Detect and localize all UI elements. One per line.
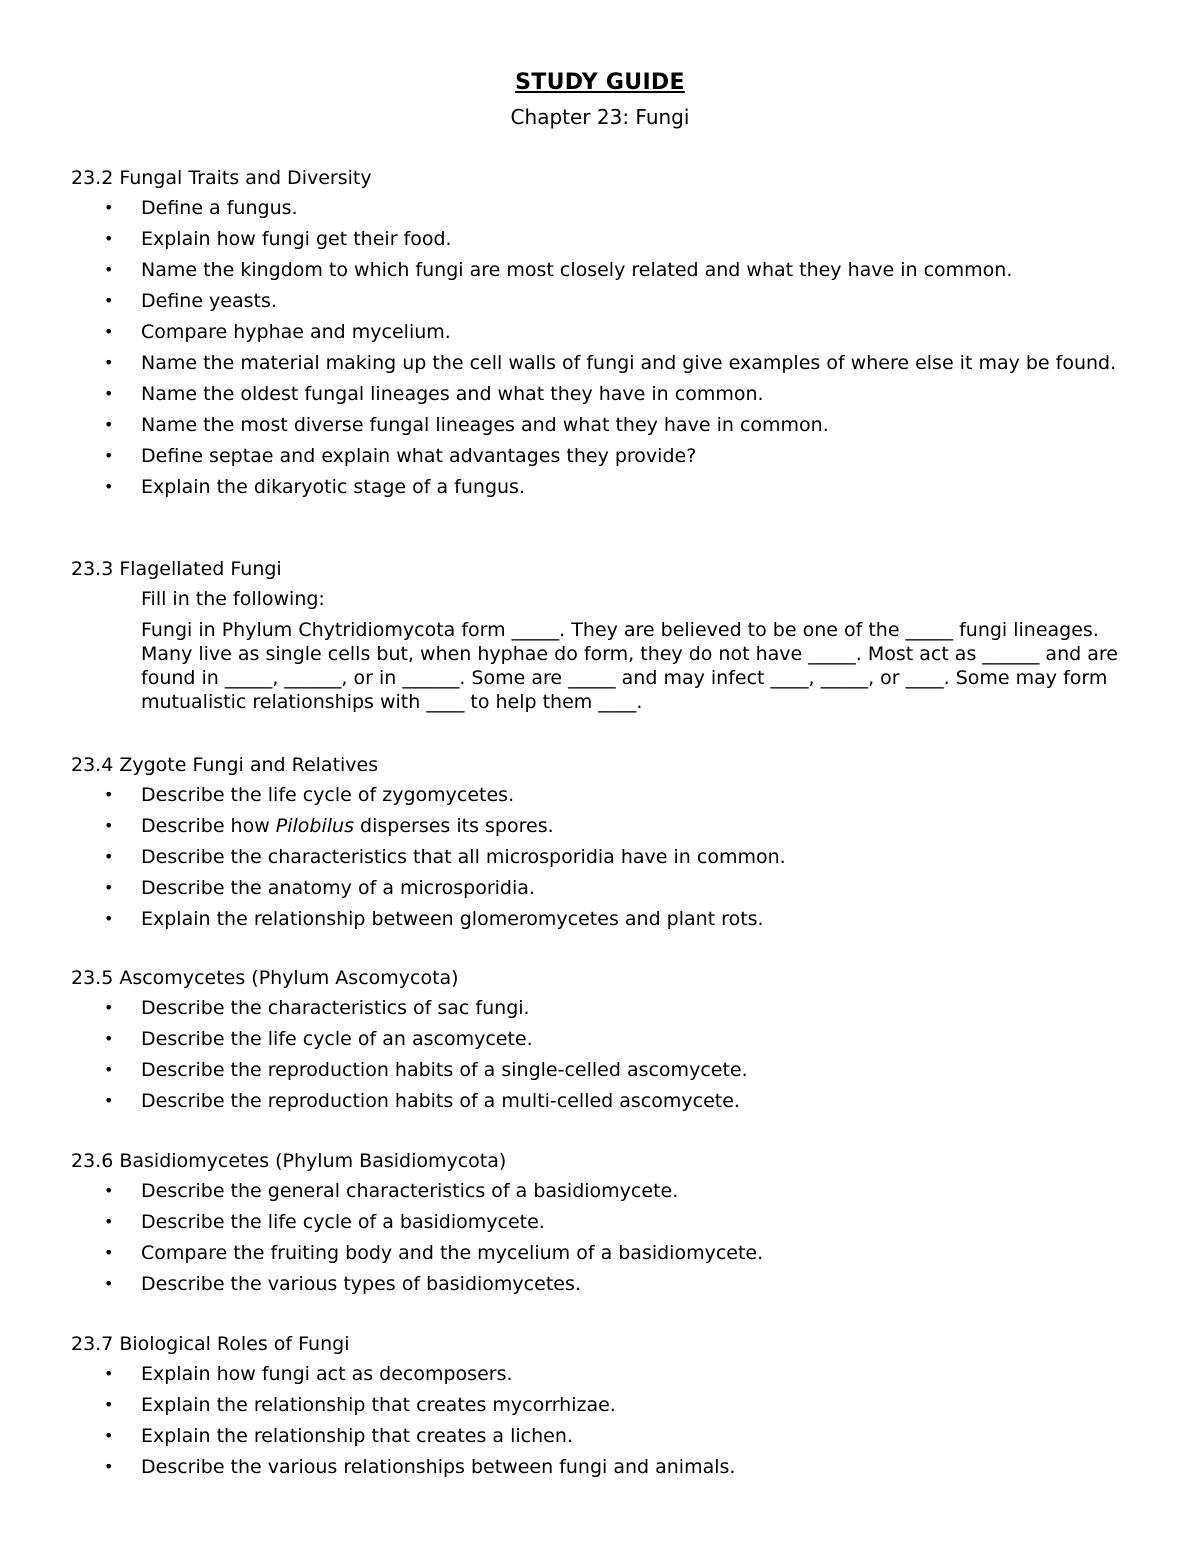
list-item: • Name the material making up the cell walls of fungi and give examples of where else it may be found.: [104, 352, 1117, 374]
list-item: • Explain how fungi get their food.: [104, 228, 452, 250]
section-flagellated-fungi: [71, 556, 1151, 714]
section-heading: 23.2 Fungal Traits and Diversity: [71, 167, 372, 189]
section-heading: 23.7 Biological Roles of Fungi: [71, 1333, 350, 1355]
bullet-list: [71, 783, 1151, 931]
fill-in-paragraph: Fungi in Phylum Chytridiomycota form _____. They are believed to be one of the _____ fungi lineages. Many live as single cells but, when hyphae do form, they do not have _____. Most act as ______ and are found in _____, ______, or in ______. Some are _____ and may infect ____, _____, or ____. Some may form mutualistic relationships with ____ to help them ____.: [141, 619, 1118, 713]
bullet-icon: •: [104, 1395, 114, 1414]
list-item: • Explain the relationship that creates a lichen.: [104, 1425, 573, 1447]
bullet-icon: •: [104, 1181, 114, 1200]
list-item: • Describe the life cycle of an ascomycete.: [104, 1028, 533, 1050]
section-heading: 23.3 Flagellated Fungi: [71, 558, 282, 580]
section-ascomycetes: [71, 965, 1151, 1120]
bullet-icon: •: [104, 477, 114, 496]
list-item: • Explain how fungi act as decomposers.: [104, 1363, 513, 1385]
bullet-icon: •: [104, 1029, 114, 1048]
list-item: • Compare hyphae and mycelium.: [104, 321, 451, 343]
bullet-icon: •: [104, 847, 114, 866]
section-heading: 23.5 Ascomycetes (Phylum Ascomycota): [71, 967, 459, 989]
list-item: • Explain the dikaryotic stage of a fungus.: [104, 476, 525, 498]
bullet-icon: •: [104, 816, 114, 835]
list-item: • Name the most diverse fungal lineages and what they have in common.: [104, 414, 829, 436]
list-item: • Define septae and explain what advantages they provide?: [104, 445, 697, 467]
bullet-icon: •: [104, 785, 114, 804]
bullet-list: [71, 196, 1151, 499]
list-item: • Explain the relationship that creates mycorrhizae.: [104, 1394, 616, 1416]
bullet-icon: •: [104, 878, 114, 897]
bullet-icon: •: [104, 1426, 114, 1445]
section-heading: 23.4 Zygote Fungi and Relatives: [71, 754, 379, 776]
list-item: • Describe how Pilobilus disperses its spores.: [104, 815, 554, 837]
bullet-list: [71, 996, 1151, 1113]
bullet-icon: •: [104, 229, 114, 248]
bullet-icon: •: [104, 353, 114, 372]
list-item: • Describe the general characteristics of a basidiomycete.: [104, 1180, 679, 1202]
bullet-icon: •: [104, 1274, 114, 1293]
list-item: • Compare the fruiting body and the mycelium of a basidiomycete.: [104, 1242, 764, 1264]
bullet-icon: •: [104, 1364, 114, 1383]
bullet-icon: •: [104, 198, 114, 217]
list-item: • Describe the various types of basidiomycetes.: [104, 1273, 581, 1295]
bullet-icon: •: [104, 998, 114, 1017]
bullet-icon: •: [104, 1060, 114, 1079]
list-item: • Name the oldest fungal lineages and what they have in common.: [104, 383, 764, 405]
list-item: • Define a fungus.: [104, 197, 298, 219]
section-heading: 23.6 Basidiomycetes (Phylum Basidiomycota): [71, 1150, 507, 1172]
list-item: • Name the kingdom to which fungi are most closely related and what they have in common.: [104, 259, 1013, 281]
page-title: STUDY GUIDE: [515, 70, 685, 95]
list-item: • Describe the reproduction habits of a multi-celled ascomycete.: [104, 1090, 740, 1112]
bullet-icon: •: [104, 909, 114, 928]
bullet-icon: •: [104, 1212, 114, 1231]
section-fungal-traits: [71, 165, 1151, 506]
list-item: • Describe the characteristics of sac fungi.: [104, 997, 530, 1019]
bullet-icon: •: [104, 384, 114, 403]
bullet-icon: •: [104, 1457, 114, 1476]
bullet-icon: •: [104, 291, 114, 310]
italic-term: Pilobilus: [275, 815, 354, 837]
bullet-list: [71, 1179, 1151, 1296]
bullet-icon: •: [104, 322, 114, 341]
list-item: • Define yeasts.: [104, 290, 277, 312]
page-subtitle: Chapter 23: Fungi: [510, 105, 690, 129]
list-item: • Describe the anatomy of a microsporidia.: [104, 877, 535, 899]
section-basidiomycetes: [71, 1148, 1151, 1303]
list-item: • Describe the reproduction habits of a single-celled ascomycete.: [104, 1059, 748, 1081]
bullet-list: [71, 1362, 1151, 1479]
bullet-icon: •: [104, 260, 114, 279]
list-item: • Describe the various relationships between fungi and animals.: [104, 1456, 736, 1478]
list-item: • Describe the life cycle of zygomycetes.: [104, 784, 515, 806]
list-item: • Describe the life cycle of a basidiomycete.: [104, 1211, 545, 1233]
bullet-icon: •: [104, 1091, 114, 1110]
list-item: • Describe the characteristics that all microsporidia have in common.: [104, 846, 786, 868]
list-item: • Explain the relationship between glomeromycetes and plant rots.: [104, 908, 764, 930]
fill-in-block: [71, 587, 1151, 714]
bullet-icon: •: [104, 446, 114, 465]
section-zygote-fungi: [71, 752, 1151, 938]
bullet-icon: •: [104, 415, 114, 434]
section-biological-roles: [71, 1331, 1151, 1486]
bullet-icon: •: [104, 1243, 114, 1262]
fill-in-instructions: Fill in the following:: [141, 588, 325, 610]
